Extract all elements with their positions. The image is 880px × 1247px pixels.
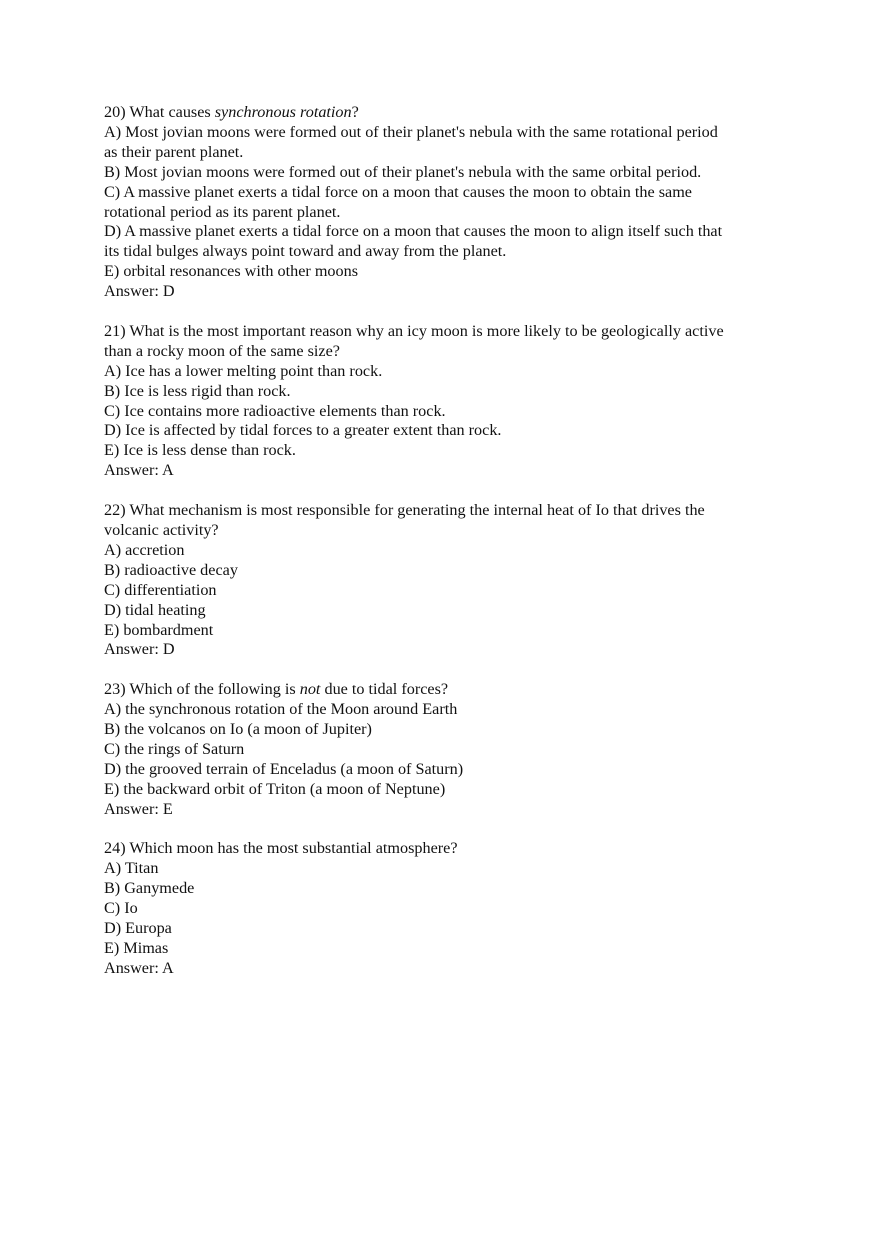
choice-c: C) Ice contains more radioactive elements than rock. xyxy=(104,401,446,420)
answer: Answer: D xyxy=(104,640,175,659)
choice-a: A) Ice has a lower melting point than rock. xyxy=(104,361,383,380)
choice-a: A) Titan xyxy=(104,859,159,878)
question-24 xyxy=(104,839,804,978)
question-22 xyxy=(104,501,804,660)
choice-b: B) Most jovian moons were formed out of their planet's nebula with the same orbital period. xyxy=(104,162,702,181)
question-23 xyxy=(104,680,804,819)
choice-d: D) A massive planet exerts a tidal force on a moon that causes the moon to align itself such that xyxy=(104,222,723,241)
italic-term: synchronous rotation xyxy=(214,103,352,121)
choice-d: D) the grooved terrain of Enceladus (a moon of Saturn) xyxy=(104,759,464,778)
choice-a: A) the synchronous rotation of the Moon around Earth xyxy=(104,700,458,719)
answer: Answer: A xyxy=(104,958,174,977)
question-number: 20) xyxy=(104,103,126,121)
choice-b: B) Ice is less rigid than rock. xyxy=(104,381,291,400)
question-22-stem-continued: volcanic activity? xyxy=(104,521,219,539)
choice-b: B) Ganymede xyxy=(104,879,195,898)
question-number: 24) xyxy=(104,839,126,858)
question-number: 23) xyxy=(104,680,126,699)
choice-c-continued: rotational period as its parent planet. xyxy=(104,202,341,221)
choice-e: E) the backward orbit of Triton (a moon of Neptune) xyxy=(104,779,446,798)
question-23-stem: 23) Which of the following is not due to tidal forces? xyxy=(104,680,449,699)
choice-a: A) Most jovian moons were formed out of their planet's nebula with the same rotational period xyxy=(104,122,718,141)
answer: Answer: E xyxy=(104,799,173,818)
question-20 xyxy=(104,103,804,302)
question-number: 21) xyxy=(104,321,126,340)
choice-e: E) bombardment xyxy=(104,620,214,639)
question-20-stem: 20) What causes synchronous rotation? xyxy=(104,103,359,121)
question-number: 22) xyxy=(104,501,126,520)
choice-a: A) accretion xyxy=(104,540,185,559)
question-21-stem-continued: than a rocky moon of the same size? xyxy=(104,341,340,360)
question-24-stem: 24) Which moon has the most substantial atmosphere? xyxy=(104,839,458,858)
choice-d: D) Ice is affected by tidal forces to a greater extent than rock. xyxy=(104,421,502,440)
choice-b: B) the volcanos on Io (a moon of Jupiter) xyxy=(104,720,372,739)
choice-d-continued: its tidal bulges always point toward and away from the planet. xyxy=(104,242,507,261)
question-21 xyxy=(104,322,804,481)
choice-c: C) A massive planet exerts a tidal force on a moon that causes the moon to obtain the same xyxy=(104,182,692,201)
question-21-stem: 21) What is the most important reason why an icy moon is more likely to be geologically active xyxy=(104,321,724,340)
choice-b: B) radioactive decay xyxy=(104,560,238,579)
choice-c: C) Io xyxy=(104,899,138,918)
answer: Answer: A xyxy=(104,461,174,480)
choice-c: C) differentiation xyxy=(104,580,217,599)
document-page xyxy=(104,103,804,999)
choice-d: D) tidal heating xyxy=(104,600,206,619)
choice-c: C) the rings of Saturn xyxy=(104,739,245,758)
choice-e: E) Ice is less dense than rock. xyxy=(104,441,296,460)
choice-a-continued: as their parent planet. xyxy=(104,142,244,161)
choice-e: E) orbital resonances with other moons xyxy=(104,262,358,281)
choice-d: D) Europa xyxy=(104,919,172,938)
italic-term: not xyxy=(299,680,321,699)
choice-e: E) Mimas xyxy=(104,939,169,957)
answer: Answer: D xyxy=(104,282,175,301)
question-22-stem: 22) What mechanism is most responsible for generating the internal heat of Io that drives the xyxy=(104,501,705,520)
